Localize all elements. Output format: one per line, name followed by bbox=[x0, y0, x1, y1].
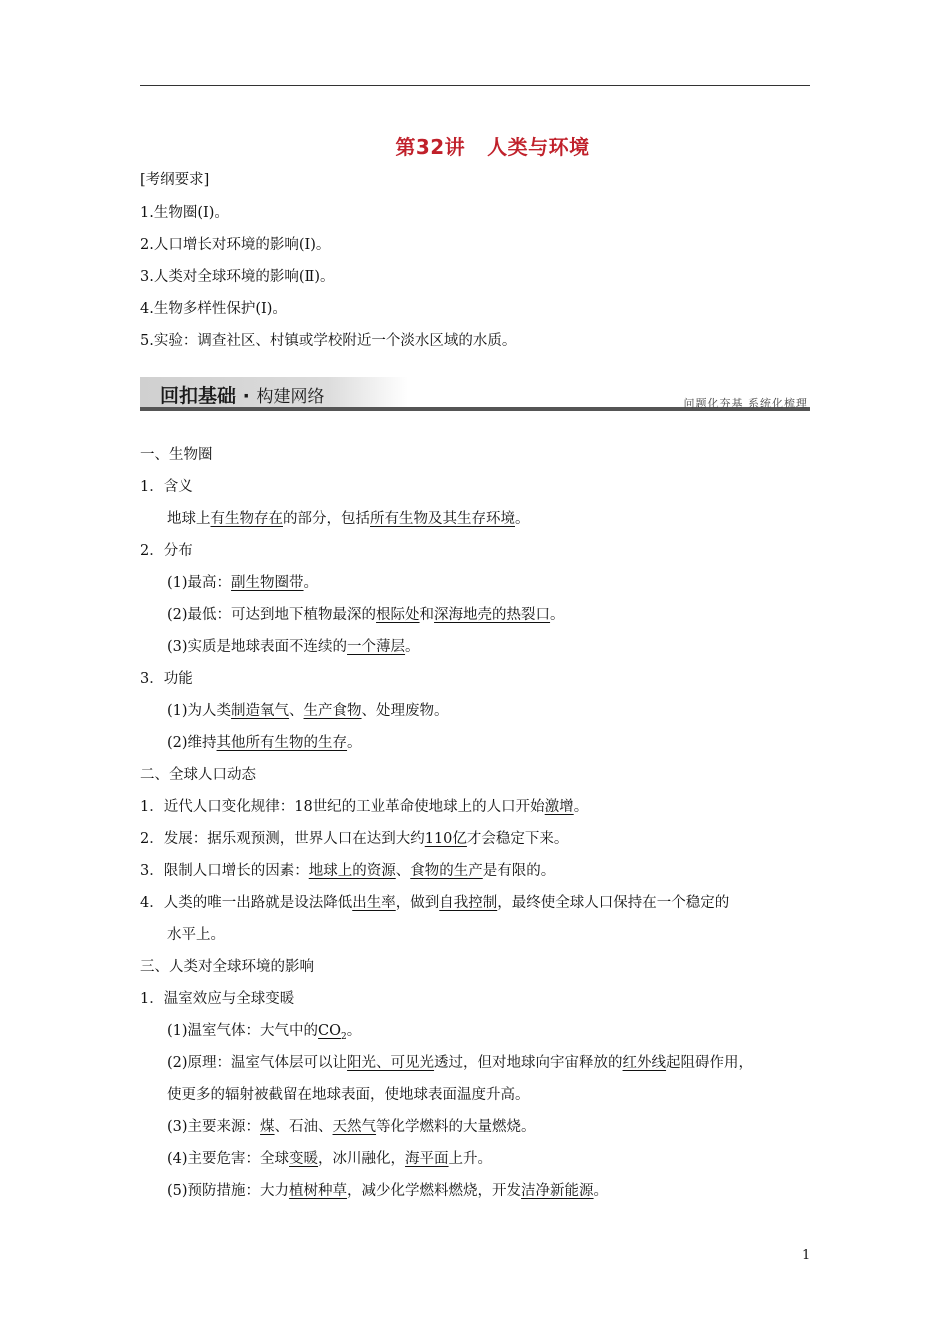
banner-subtitle: 构建网络 bbox=[256, 387, 325, 407]
key-term: 有生物存在 bbox=[210, 511, 283, 527]
key-term: 其他所有生物的生存 bbox=[216, 735, 348, 751]
paragraph: (1)温室气体：大气中的$CO_2$。 bbox=[167, 1023, 362, 1042]
subheading: 1．温室效应与全球变暖 bbox=[140, 991, 295, 1007]
key-term: 红外线 bbox=[622, 1055, 667, 1071]
paragraph: 4．人类的唯一出路就是设法降低出生率，做到自我控制，最终使全球人口保持在一个稳定的 bbox=[140, 895, 730, 911]
key-term: 出生率 bbox=[352, 895, 396, 911]
key-term: 阳光、可见光 bbox=[347, 1055, 435, 1071]
banner-main-text: 回扣基础 bbox=[160, 385, 237, 407]
requirement-item: 4.生物多样性保护(Ⅰ)。 bbox=[140, 301, 287, 317]
paragraph: (2)维持其他所有生物的生存。 bbox=[167, 735, 362, 751]
requirement-item: 2.人口增长对环境的影响(Ⅰ)。 bbox=[140, 237, 331, 253]
key-term: 海平面 bbox=[405, 1151, 449, 1167]
subheading: 3．功能 bbox=[140, 671, 193, 687]
subheading: 1．含义 bbox=[140, 479, 193, 495]
header-rule bbox=[140, 85, 810, 86]
section-banner bbox=[140, 377, 810, 412]
paragraph: (5)预防措施：大力植树种草，减少化学燃料燃烧，开发洁净新能源。 bbox=[167, 1183, 609, 1199]
paragraph: (1)最高：副生物圈带。 bbox=[167, 575, 319, 591]
page-title bbox=[0, 131, 950, 160]
key-term: 煤 bbox=[260, 1119, 275, 1135]
key-term: 制造氧气 bbox=[231, 703, 290, 719]
key-term: 变暖 bbox=[289, 1151, 319, 1167]
paragraph: 3．限制人口增长的因素：地球上的资源、食物的生产是有限的。 bbox=[140, 863, 556, 879]
requirement-item: 3.人类对全球环境的影响(Ⅱ)。 bbox=[140, 269, 335, 285]
key-term: 所有生物及其生存环境 bbox=[370, 511, 515, 527]
requirements-heading: [考纲要求] bbox=[140, 172, 210, 188]
key-term: $CO_2$ bbox=[318, 1023, 347, 1042]
paragraph: (2)最低：可达到地下植物最深的根际处和深海地壳的热裂口。 bbox=[167, 607, 565, 623]
key-term: 根际处 bbox=[376, 607, 420, 623]
lesson-topic: 人类与环境 bbox=[487, 135, 590, 159]
key-term: 植树种草 bbox=[289, 1183, 348, 1199]
section-heading: 一、生物圈 bbox=[140, 447, 213, 463]
key-term: 激增 bbox=[544, 799, 574, 815]
paragraph: (3)主要来源：煤、石油、天然气等化学燃料的大量燃烧。 bbox=[167, 1119, 536, 1135]
paragraph: 水平上。 bbox=[167, 927, 225, 943]
lesson-number: 第32讲 bbox=[395, 135, 466, 159]
banner-dot: · bbox=[242, 385, 250, 407]
paragraph: 1．近代人口变化规律：18世纪的工业革命使地球上的人口开始激增。 bbox=[140, 799, 589, 815]
requirement-item: 5.实验：调查社区、村镇或学校附近一个淡水区域的水质。 bbox=[140, 333, 517, 349]
paragraph: (1)为人类制造氧气、生产食物、处理废物。 bbox=[167, 703, 449, 719]
banner-tagline: 问题化夯基 系统化梳理 bbox=[683, 397, 808, 410]
requirement-item: 1.生物圈(Ⅰ)。 bbox=[140, 205, 229, 221]
subheading: 2．分布 bbox=[140, 543, 193, 559]
section-heading: 二、全球人口动态 bbox=[140, 767, 256, 783]
key-term: 地球上的资源 bbox=[308, 863, 396, 879]
key-term: 洁净新能源 bbox=[521, 1183, 594, 1199]
key-term: 生产食物 bbox=[303, 703, 362, 719]
key-term: 天然气 bbox=[332, 1119, 377, 1135]
paragraph: (3)实质是地球表面不连续的一个薄层。 bbox=[167, 639, 420, 655]
paragraph: 2．发展：据乐观预测，世界人口在达到大约110亿才会稳定下来。 bbox=[140, 831, 569, 847]
key-term: 一个薄层 bbox=[347, 639, 406, 655]
key-term: 110亿 bbox=[424, 831, 467, 847]
key-term: 深海地壳的热裂口 bbox=[434, 607, 551, 623]
paragraph: (2)原理：温室气体层可以让阳光、可见光透过，但对地球向宇宙释放的红外线起阻碍作用， bbox=[167, 1055, 754, 1071]
key-term: 食物的生产 bbox=[410, 863, 483, 879]
paragraph: 地球上有生物存在的部分，包括所有生物及其生存环境。 bbox=[167, 511, 530, 527]
paragraph: (4)主要危害：全球变暖，冰川融化，海平面上升。 bbox=[167, 1151, 493, 1167]
key-term: 副生物圈带 bbox=[231, 575, 304, 591]
page-number: 1 bbox=[802, 1248, 811, 1263]
section-heading: 三、人类对全球环境的影响 bbox=[140, 959, 314, 975]
key-term: 自我控制 bbox=[439, 895, 498, 911]
banner-title bbox=[160, 381, 324, 408]
paragraph: 使更多的辐射被截留在地球表面，使地球表面温度升高。 bbox=[167, 1087, 530, 1103]
